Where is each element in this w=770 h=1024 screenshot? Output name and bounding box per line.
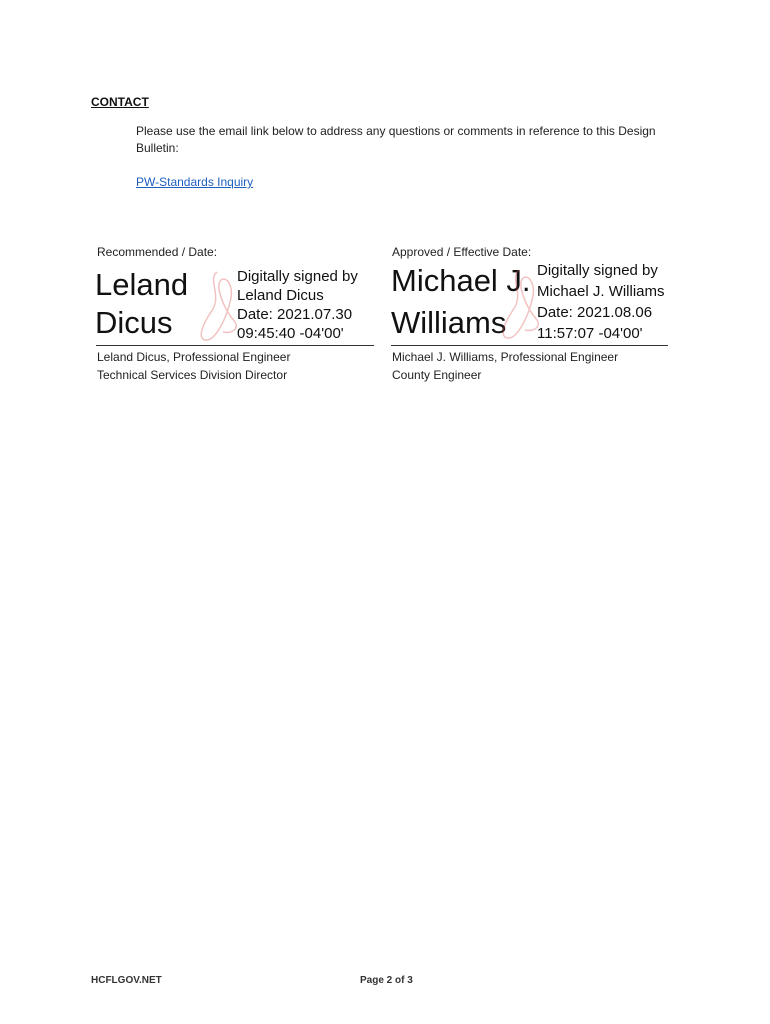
signature-detail-date: Date: 2021.08.06 [537,304,653,321]
footer-page-number: Page 2 of 3 [360,975,413,986]
signature-detail-line1: Digitally signed by [537,262,658,279]
signer-title-line1: Leland Dicus, Professional Engineer [97,350,291,364]
signer-title-line1: Michael J. Williams, Professional Engineer [392,350,619,364]
signature-name-line2: Williams [391,305,507,340]
signature-name-line2: Dicus [95,305,173,340]
digital-signature-mark-icon [193,268,243,346]
pw-standards-inquiry-link[interactable]: PW-Standards Inquiry [136,175,254,189]
signature-detail-line2: Leland Dicus [237,287,324,304]
signature-detail-line1: Digitally signed by [237,268,358,285]
signature-detail-time: 11:57:07 -04'00' [537,325,643,342]
contact-instructions: Please use the email link below to address any questions or comments in reference to this Design Bulletin: [136,124,656,155]
signature-label: Approved / Effective Date: [392,245,532,259]
signer-title-line2: County Engineer [392,368,482,382]
signer-title-line2: Technical Services Division Director [97,368,288,382]
signature-detail-time: 09:45:40 -04'00' [237,325,344,342]
contact-heading: CONTACT [91,95,149,109]
footer-site-name: HCFLGOV.NET [91,975,162,986]
signature-name-line1: Leland [95,267,189,302]
signature-detail-date: Date: 2021.07.30 [237,306,353,323]
signature-line [96,345,374,346]
signature-detail-line2: Michael J. Williams [537,283,665,300]
signature-label: Recommended / Date: [97,245,218,259]
signature-line [391,345,668,346]
signature-name-line1: Michael J. [391,263,531,298]
